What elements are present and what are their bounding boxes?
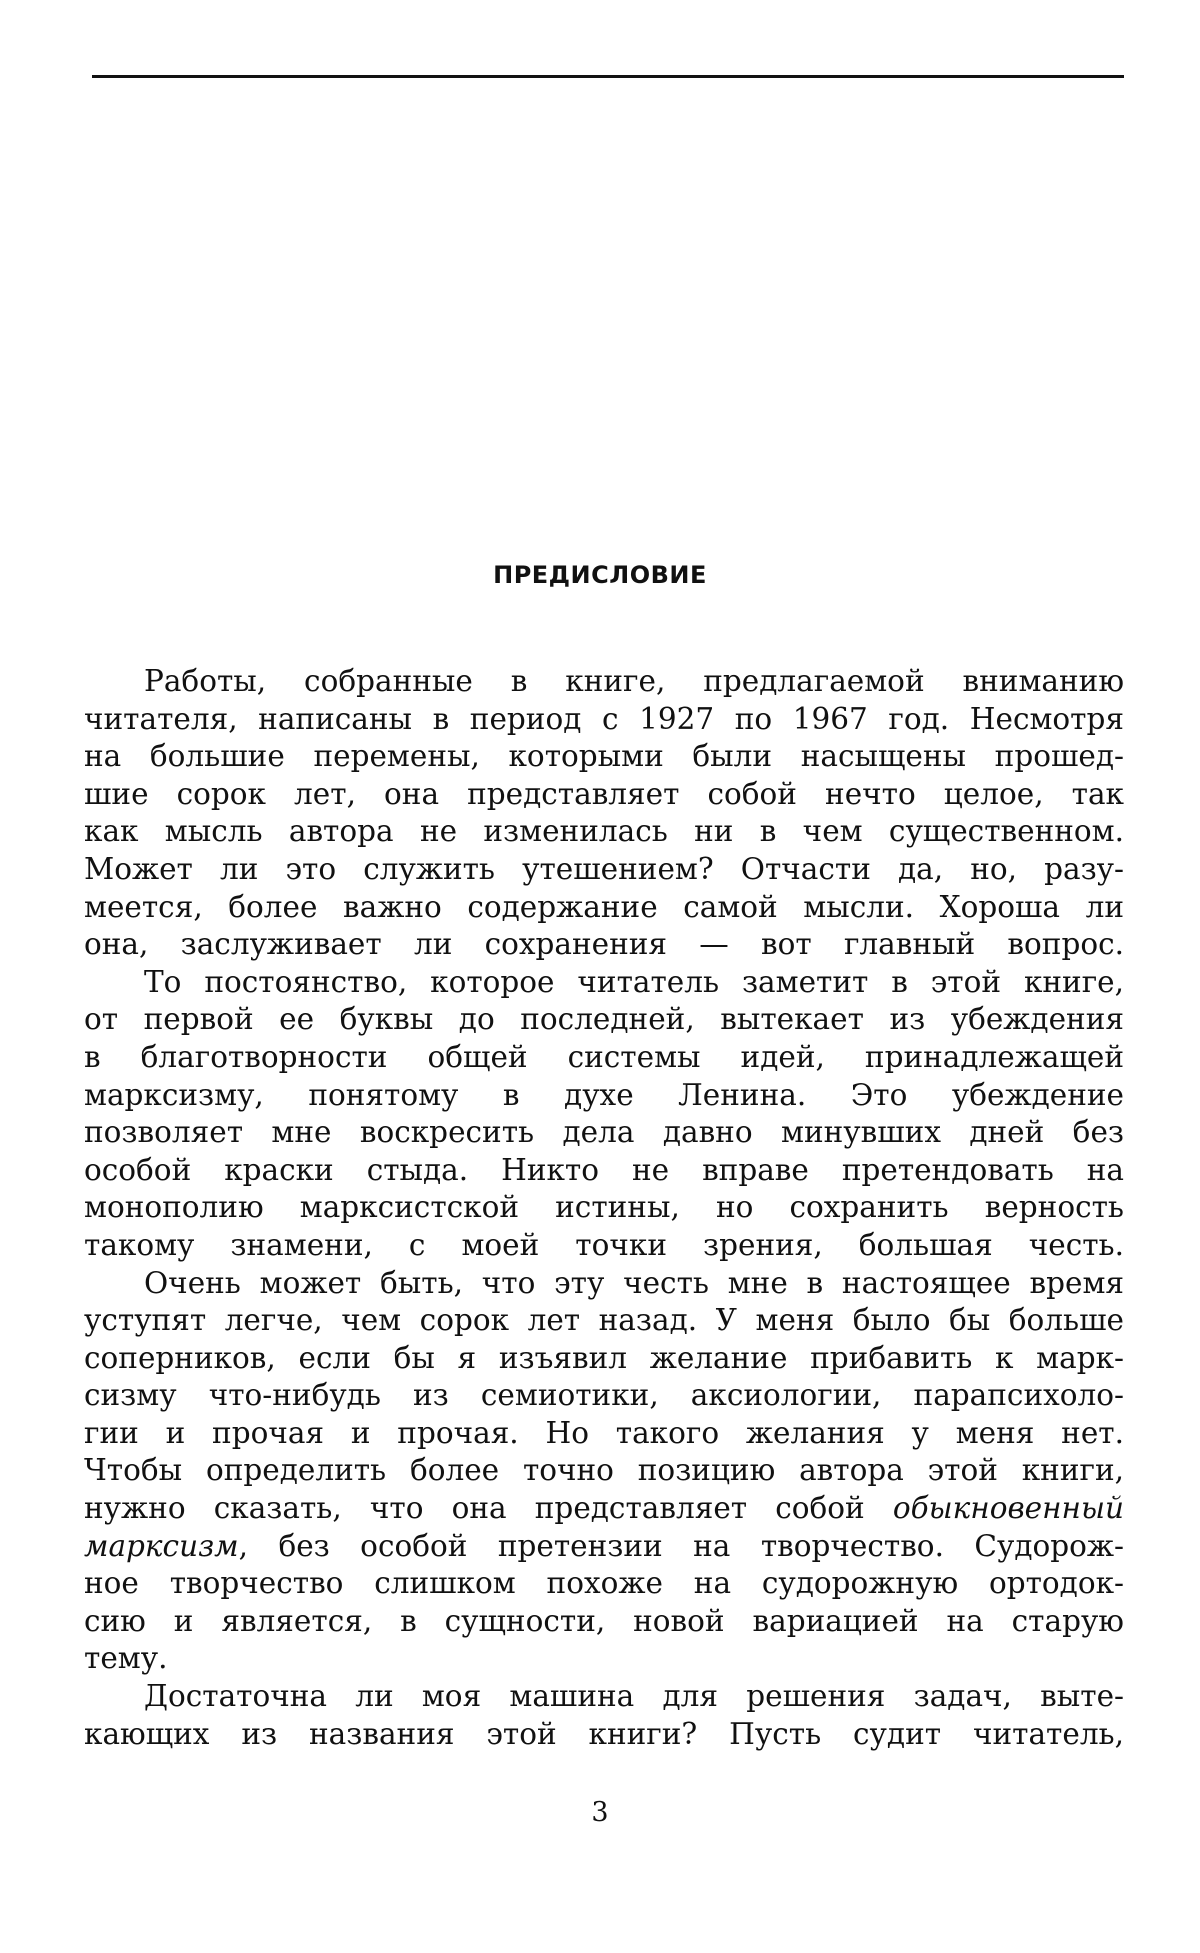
text-line: сию и является, в сущности, новой вариацией на старую [84,1603,1124,1638]
text-line: Достаточна ли моя машина для решения задач, выте- [144,1679,1124,1714]
text-line: Работы, собранные в книге, предлагаемой вниманию [144,664,1124,698]
text-line: от первой ее буквы до последней, вытекает из убеждения [84,1002,1124,1037]
text-line: особой краски стыда. Никто не вправе претендовать на [84,1152,1124,1187]
text-line: кающих из названия этой книги? Пусть судит читатель, [84,1716,1124,1751]
body-text [84,663,1124,1753]
text-line-with-italic [84,1528,1124,1566]
page-heading: ПРЕДИСЛОВИЕ [493,561,707,589]
text-line: монополию марксистской истины, но сохранить верность [84,1190,1124,1225]
text-line: Очень может быть, что эту честь мне в настоящее время [144,1265,1124,1300]
text-line: шие сорок лет, она представляет собой нечто целое, так [84,776,1124,811]
text-line: ное творчество слишком похоже на судорожную ортодок- [84,1566,1124,1601]
text-line: такому знамени, с моей точки зрения, большая честь. [84,1227,1124,1262]
text-line: То постоянство, которое читатель заметит в этой книге, [144,964,1124,999]
text-fragment: нужно сказать, что она представляет собой обыкновенный [84,1491,1124,1526]
text-line: уступят легче, чем сорок лет назад. У меня было бы больше [84,1303,1124,1338]
text-line: читателя, написаны в период с 1927 по 1967 год. Несмотря [84,701,1124,736]
text-line: как мысль автора не изменилась ни в чем существенном. [84,814,1124,849]
text-line: тему. [84,1641,168,1676]
text-line: меется, более важно содержание самой мысли. Хороша ли [84,889,1124,924]
text-line: на большие перемены, которыми были насыщены прошед- [84,739,1124,774]
italic-phrase: марксизм [84,1528,239,1563]
text-line: Чтобы определить более точно позицию автора этой книги, [84,1453,1124,1488]
italic-phrase: обыкновенный [892,1491,1124,1526]
text-line: марксизму, понятому в духе Ленина. Это убеждение [84,1077,1124,1112]
text-line: соперников, если бы я изъявил желание прибавить к марк- [84,1340,1124,1375]
text-line: гии и прочая и прочая. Но такого желания у меня нет. [84,1415,1124,1450]
top-rule [92,75,1124,78]
text-fragment: марксизм, без особой претензии на творчество. Судорож- [84,1528,1124,1563]
text-line: она, заслуживает ли сохранения — вот главный вопрос. [84,927,1124,962]
text-line-with-italic [84,1490,1124,1528]
text-line: позволяет мне воскресить дела давно минувших дней без [84,1115,1124,1150]
page-number: 3 [591,1797,609,1828]
text-line: Может ли это служить утешением? Отчасти да, но, разу- [84,851,1124,886]
text-line: сизму что-нибудь из семиотики, аксиологии, парапсихоло- [84,1378,1124,1413]
text-line: в благотворности общей системы идей, принадлежащей [84,1039,1124,1074]
